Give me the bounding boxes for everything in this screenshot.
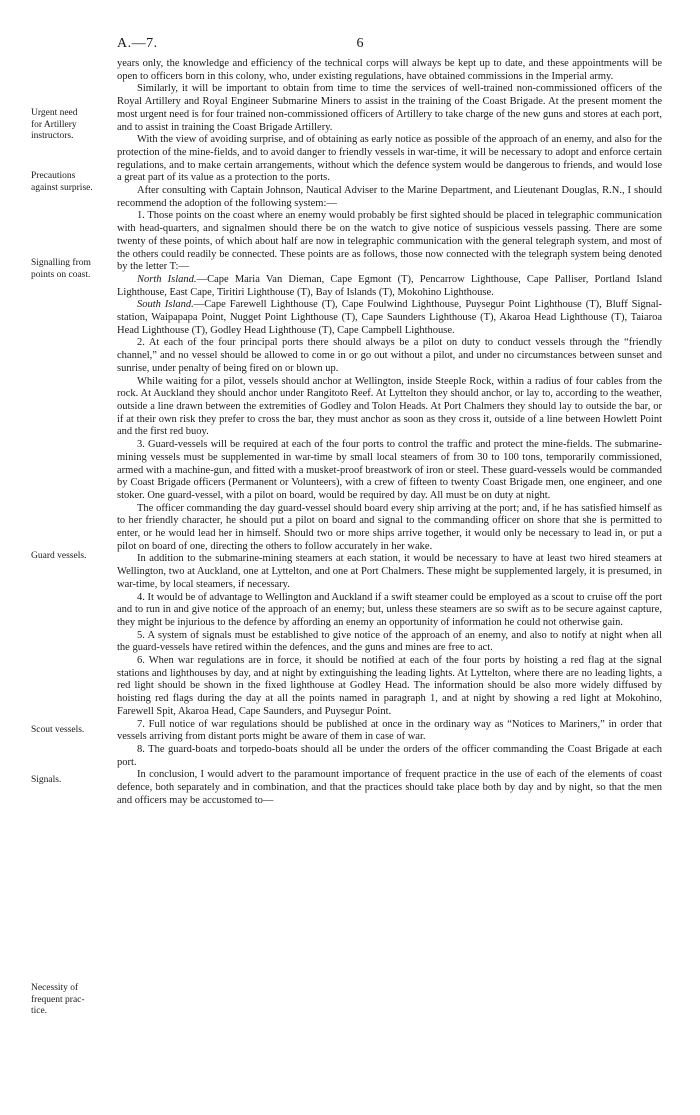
margin-note-line: for Artillery	[31, 119, 77, 130]
region-label: North Island.	[137, 273, 197, 285]
margin-note-precautions	[31, 171, 113, 194]
margin-note-line: points on coast.	[31, 269, 91, 280]
region-label: South Island.	[137, 299, 194, 311]
paragraph: In addition to the submarine-mining steamers at each station, it would be necessary to have at least two hired steamers at Wellington, two at Auckland, one at Lyttelton, and one at Port Chalmers. These might be supplemented largely, it is presumed, in war-time, by local steamers, if necessary.	[117, 553, 662, 590]
paragraph: 6. When war regulations are in force, it should be notified at each of the four ports by hoisting a red flag at the signal stations and lighthouses by day, and at night by extinguishing the leading lights. At Lyttelton, where there are no leading lights, a red light should be shown in the fixed lighthouse at Godley Head. The information should be also more widely diffused by hoisting red flags during the day at all the points named in paragraph 1, and at night by showing a red light at Mokohino, Farewell Spit, Akaroa Head, Cape Saunders, and Puysegur Point.	[117, 655, 662, 717]
paragraph: 1. Those points on the coast where an enemy would probably be first sighted should be placed in telegraphic communication with head-quarters, and signalmen should there be on the watch to give notice of suspicious vessels passing. There are some twenty of these points, of which about half are now in telegraphic communication with the general telegraph system, and most of the others could readily be connected. These points are as follows, those now connected with the telegraph system being denoted by the letter T:—	[117, 210, 662, 273]
paragraph-south-island	[117, 299, 662, 337]
margin-note-scout-vessels	[31, 725, 113, 737]
margin-note-line: frequent prac-	[31, 994, 85, 1005]
paragraph: With the view of avoiding surprise, and of obtaining as early notice as possible of the approach of an enemy, and also for the protection of the mine-fields, and to avoid danger to friendly vessels in war-time, it will be necessary to adopt and enforce certain regulations, and to make certain arrangements, without which the defence system would be dangerous to friends, and would lose a great part of its value as a protection to the ports.	[117, 134, 662, 184]
paragraph: 4. It would be of advantage to Wellington and Auckland if a swift steamer could be employed as a scout to cruise off the port and to run in and give notice of the approach of an enemy; but, unless these steamers are so swift as to be secure against capture, they might be injurious to the defence by affording an enemy an opportunity of information he could not otherwise gain.	[117, 591, 662, 628]
margin-note-line: Scout vessels.	[31, 725, 85, 735]
page-number: 6	[356, 36, 364, 51]
paragraph-north-island	[117, 274, 662, 299]
paragraph: Similarly, it will be important to obtain from time to time the services of well-trained non-commissioned officers of the Royal Artillery and Royal Engineer Submarine Miners to assist in the training of the Coast Brigade. At the present moment the most urgent need is for four trained non-commissioned officers of Artillery to take charge of the new guns and stores at each port, and to assist in training the Coast Brigade Artillery.	[117, 83, 662, 133]
document-body	[117, 58, 662, 807]
margin-note-line: Signalling from	[31, 258, 91, 268]
paragraph: years only, the knowledge and efficiency of the technical corps will always be kept up to date, and these appointments will be open to officers born in this colony, who, under existing regulations, have obtained commissions in the Imperial army.	[117, 58, 662, 82]
margin-note-line: Guard vessels.	[31, 551, 87, 561]
margin-note-line: Urgent need	[31, 108, 78, 118]
margin-note-line: Precautions	[31, 171, 76, 181]
paragraph-text: —Cape Farewell Lighthouse (T), Cape Foulwind Lighthouse, Puysegur Point Lighthouse (T), Bluff Signal-station, Waipapapa Point, Nugget Point Lighthouse (T), Cape Saunders Lighthouse (T), Akaroa Head Lighthouse (T), Taiaroa Head Lighthouse (T), Godley Head Lighthouse (T), Cape Campbell Lighthouse.	[117, 299, 662, 336]
margin-note-line: against surprise.	[31, 182, 93, 193]
margin-note-line: tice.	[31, 1006, 48, 1016]
paragraph: While waiting for a pilot, vessels should anchor at Wellington, inside Steeple Rock, within a radius of four cables from the rock. At Auckland they should anchor under Rangitoto Reef. At Lyttelton they should anchor, or lay to, according to the weather, outside a line drawn between the extremities of Godley and Tolon Heads. At Port Chalmers they should lay to outside the bar, or if at their own risk they prefer to cross the bar, they must anchor as soon as they cross it, outside of a line between Howlett Point and the first red buoy.	[117, 375, 662, 438]
margin-note-signals	[31, 775, 113, 787]
paragraph: After consulting with Captain Johnson, Nautical Adviser to the Marine Department, and Lieutenant Douglas, R.N., I should recommend the adoption of the following system:—	[117, 185, 662, 209]
margin-note-signalling	[31, 258, 113, 281]
paragraph: 8. The guard-boats and torpedo-boats should all be under the orders of the officer commanding the Coast Brigade at each port.	[117, 743, 662, 768]
document-reference: A.—7.	[117, 36, 158, 51]
margin-note-frequent-practice	[31, 983, 113, 1018]
paragraph: 2. At each of the four principal ports there should always be a pilot on duty to conduct vessels through the “friendly channel,” and no vessel should be allowed to come in or go out without a pilot, and under no circumstances between sunset and sunrise, under penalty of being fired on or blown up.	[117, 337, 662, 374]
paragraph: 3. Guard-vessels will be required at each of the four ports to control the traffic and protect the mine-fields. The submarine-mining vessels must be supplemented in war-time by small local steamers of from 30 to 100 tons, temporarily commissioned, armed with a machine-gun, and fitted with a musket-proof breastwork of iron or steel. These guard-vessels would be commanded by Coast Brigade officers (Permanent or Volunteers), with a crew of fifteen to twenty Coast Brigade men, one engineer, and one stoker. One guard-vessel, with a pilot on board, would be required by day. All must be on duty at night.	[117, 439, 662, 501]
margin-note-line: Necessity of	[31, 983, 79, 993]
paragraph: 5. A system of signals must be established to give notice of the approach of an enemy, and also to notify at night when all the guard-vessels have retired within the defences, and the guns and mines are free to act.	[117, 629, 662, 654]
margin-note-urgent-need	[31, 108, 113, 143]
margin-note-line: Signals.	[31, 775, 62, 785]
margin-note-line: instructors.	[31, 131, 74, 141]
paragraph: The officer commanding the day guard-vessel should board every ship arriving at the port; and, if he has satisfied himself as to her friendly character, he should put a pilot on board and signal to the commanding officer on shore that she is permitted to enter, or he would lead her in himself. Should two or more ships arrive together, it would only be necessary to lead in, or put a pilot on board of one, directing the others to follow accurately in her wake.	[117, 502, 662, 552]
margin-note-guard-vessels	[31, 551, 113, 563]
paragraph: 7. Full notice of war regulations should be published at once in the ordinary way as “Notices to Mariners,” in order that vessels arriving from distant ports might be aware of them in case of war.	[117, 718, 662, 743]
paragraph-text: —Cape Maria Van Dieman, Cape Egmont (T), Pencarrow Lighthouse, Cape Palliser, Portland Island Lighthouse, East Cape, Tiritiri Lighthouse (T), Bay of Islands (T), Mokohino Lighthouse.	[117, 273, 662, 298]
paragraph: In conclusion, I would advert to the paramount importance of frequent practice in the use of each of the elements of coast defence, both separately and in combination, and that the practices should take place both by day and by night, so that the men and officers may be accustomed to—	[117, 769, 662, 806]
